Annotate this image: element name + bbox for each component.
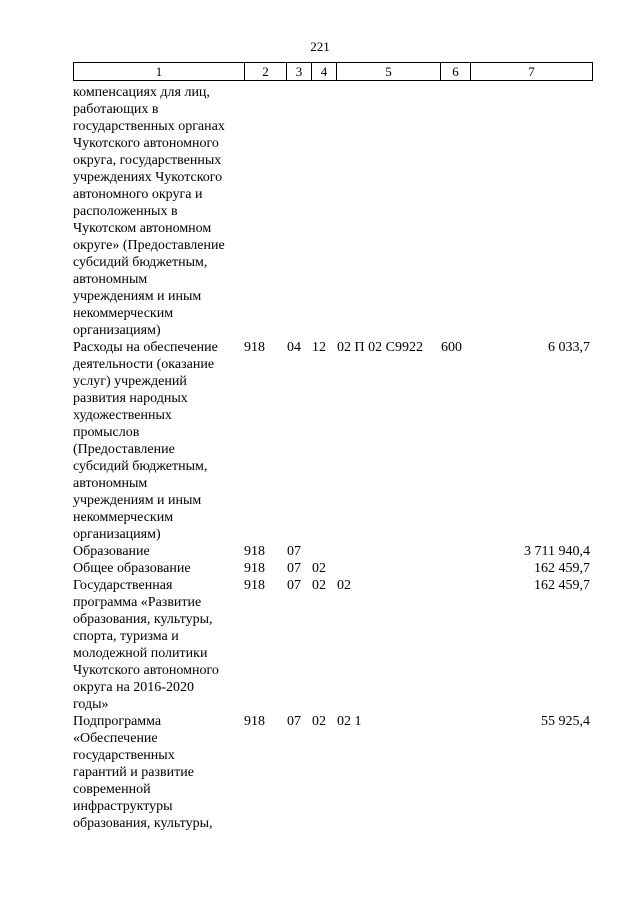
- ministry-code: 918: [244, 340, 265, 355]
- section-code: 07: [287, 578, 301, 593]
- row-description: [73, 84, 243, 339]
- description-line: художественных: [73, 408, 172, 423]
- description-line: учреждениях Чукотского: [73, 170, 223, 185]
- section-code: 07: [287, 714, 301, 729]
- row-description: [73, 339, 243, 543]
- description-line: субсидий бюджетным,: [73, 255, 208, 270]
- subsection-code: 02: [312, 561, 326, 576]
- description-line: образования, культуры,: [73, 816, 213, 831]
- description-line: молодежной политики: [73, 646, 208, 661]
- description-line: работающих в: [73, 102, 159, 117]
- row-description: [73, 577, 243, 713]
- column-header-row: [73, 62, 593, 81]
- description-line: программа «Развитие: [73, 595, 202, 610]
- description-line: Образование: [73, 544, 150, 559]
- ministry-code: 918: [244, 561, 265, 576]
- subsection-code: 02: [312, 578, 326, 593]
- target-article-code: 02 П 02 С9922: [337, 340, 423, 355]
- target-article-code: 02 1: [337, 714, 362, 729]
- column-header-4: 4: [312, 63, 337, 81]
- description-line: автономным: [73, 272, 148, 287]
- description-line: некоммерческим: [73, 510, 174, 525]
- subsection-code: 12: [312, 340, 326, 355]
- description-line: округа на 2016-2020: [73, 680, 194, 695]
- description-line: (Предоставление: [73, 442, 175, 457]
- ministry-code: 918: [244, 578, 265, 593]
- row-description: [73, 560, 243, 577]
- description-line: организациям): [73, 527, 161, 542]
- page-number: 221: [310, 39, 330, 54]
- amount: 55 925,4: [541, 714, 590, 729]
- column-header-2: 2: [245, 63, 287, 81]
- description-line: образования, культуры,: [73, 612, 213, 627]
- description-line: Общее образование: [73, 561, 191, 576]
- table-body: [73, 84, 592, 832]
- description-line: организациям): [73, 323, 161, 338]
- description-line: Государственная: [73, 578, 173, 593]
- description-line: годы»: [73, 697, 109, 712]
- description-line: округа, государственных: [73, 153, 222, 168]
- description-line: услуг) учреждений: [73, 374, 187, 389]
- description-line: развития народных: [73, 391, 188, 406]
- ministry-code: 918: [244, 714, 265, 729]
- description-line: инфраструктуры: [73, 799, 173, 814]
- ministry-code: 918: [244, 544, 265, 559]
- description-line: субсидий бюджетным,: [73, 459, 208, 474]
- description-line: Чукотского автономного: [73, 136, 219, 151]
- description-line: учреждениям и иным: [73, 289, 202, 304]
- section-code: 04: [287, 340, 301, 355]
- column-header-6: 6: [441, 63, 471, 81]
- description-line: гарантий и развитие: [73, 765, 194, 780]
- description-line: некоммерческим: [73, 306, 174, 321]
- description-line: деятельности (оказание: [73, 357, 215, 372]
- table-row: [73, 84, 592, 339]
- subsection-code: 02: [312, 714, 326, 729]
- description-line: спорта, туризма и: [73, 629, 179, 644]
- amount: 3 711 940,4: [524, 544, 590, 559]
- table-row: [73, 560, 592, 577]
- column-header-7: 7: [471, 63, 593, 81]
- column-header-3: 3: [287, 63, 312, 81]
- description-line: Расходы на обеспечение: [73, 340, 218, 355]
- description-line: компенсациях для лиц,: [73, 85, 210, 100]
- description-line: округе» (Предоставление: [73, 238, 225, 253]
- row-description: [73, 543, 243, 560]
- description-line: Подпрограмма: [73, 714, 162, 729]
- expense-type-code: 600: [441, 340, 462, 355]
- description-line: государственных органах: [73, 119, 225, 134]
- description-line: современной: [73, 782, 151, 797]
- description-line: автономного округа и: [73, 187, 203, 202]
- table-row: [73, 543, 592, 560]
- description-line: «Обеспечение: [73, 731, 158, 746]
- description-line: Чукотском автономном: [73, 221, 212, 236]
- description-line: автономным: [73, 476, 148, 491]
- description-line: Чукотского автономного: [73, 663, 219, 678]
- amount: 162 459,7: [534, 561, 590, 576]
- column-header-1: 1: [74, 63, 245, 81]
- row-description: [73, 713, 243, 832]
- description-line: государственных: [73, 748, 175, 763]
- description-line: промыслов: [73, 425, 140, 440]
- section-code: 07: [287, 544, 301, 559]
- table-row: [73, 713, 592, 832]
- amount: 162 459,7: [534, 578, 590, 593]
- column-header-5: 5: [337, 63, 441, 81]
- amount: 6 033,7: [548, 340, 590, 355]
- section-code: 07: [287, 561, 301, 576]
- description-line: расположенных в: [73, 204, 178, 219]
- description-line: учреждениям и иным: [73, 493, 202, 508]
- table-row: [73, 577, 592, 713]
- target-article-code: 02: [337, 578, 351, 593]
- table-row: [73, 339, 592, 543]
